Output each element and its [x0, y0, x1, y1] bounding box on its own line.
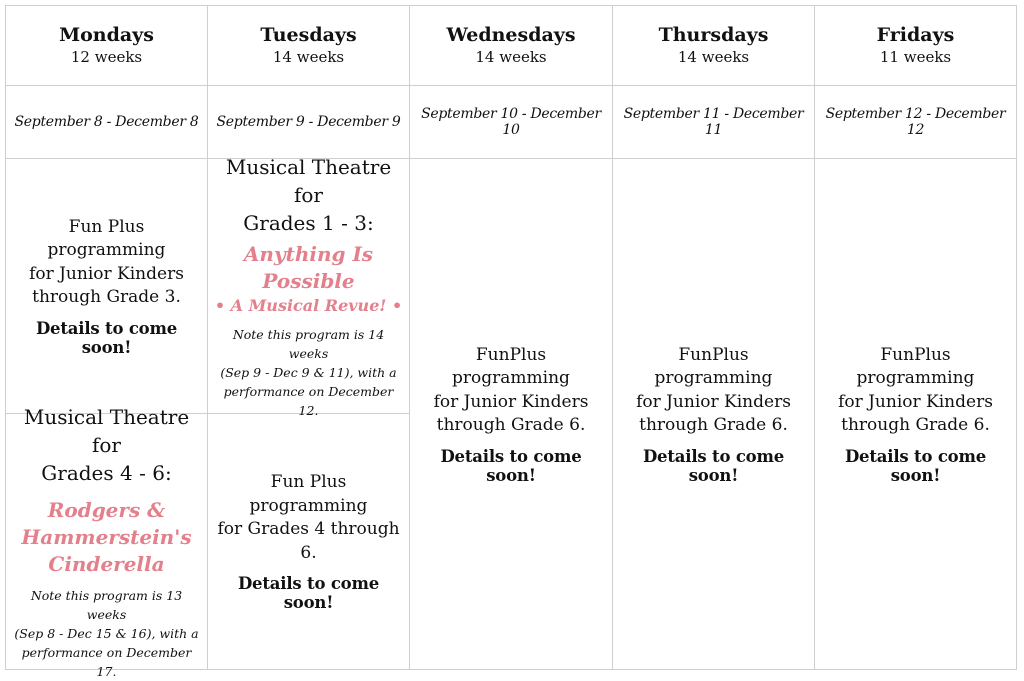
program-line: FunPlus programming — [452, 344, 570, 388]
date-range: September 9 - December 9 — [216, 114, 401, 130]
header-wednesdays — [410, 5, 613, 86]
program-title: Grades 4 - 6: — [41, 460, 172, 485]
weeks-count: 12 weeks — [70, 48, 143, 66]
weeks-count: 11 weeks — [879, 48, 952, 66]
weeks-count: 14 weeks — [677, 48, 750, 66]
dates-wednesdays — [410, 86, 613, 159]
show-title: Hammerstein's — [21, 524, 192, 549]
details-note: Details to come soon! — [35, 318, 178, 357]
program-line: for Grades 4 through 6. — [217, 519, 400, 563]
day-name: Tuesdays — [260, 24, 357, 46]
show-title: Anything Is Possible — [243, 241, 374, 293]
header-mondays — [5, 5, 208, 86]
program-line: Fun Plus programming — [249, 472, 368, 516]
schedule-table — [5, 5, 1017, 679]
day-name: Wednesdays — [446, 24, 576, 46]
dates-fridays — [815, 86, 1017, 159]
program-title: Musical Theatre for — [225, 154, 392, 207]
tuesday-program-bottom — [208, 414, 410, 670]
program-line: through Grade 3. — [32, 287, 181, 307]
thursday-program — [613, 159, 815, 670]
monday-program-bottom — [5, 404, 208, 679]
date-range: September 10 - December 10 — [421, 106, 601, 138]
note-line: performance on December 12. — [223, 383, 394, 418]
show-title: Cinderella — [48, 551, 165, 576]
program-line: for Junior Kinders — [433, 391, 589, 412]
friday-program — [815, 159, 1017, 670]
show-subtitle: • A Musical Revue! • — [214, 295, 403, 315]
wednesday-program — [410, 159, 613, 670]
note-line: (Sep 9 - Dec 9 & 11), with a — [220, 364, 397, 380]
header-thursdays — [613, 5, 815, 86]
day-name: Mondays — [59, 24, 154, 46]
program-title: Musical Theatre for — [23, 404, 190, 457]
program-line: FunPlus programming — [856, 344, 975, 388]
program-line: for Junior Kinders — [838, 391, 993, 412]
date-range: September 8 - December 8 — [14, 114, 199, 130]
program-line: through Grade 6. — [436, 415, 586, 435]
day-name: Thursdays — [658, 24, 769, 46]
dates-tuesdays — [208, 86, 410, 159]
note-line: Note this program is 13 weeks — [30, 587, 183, 622]
note-line: performance on December 17. — [21, 644, 192, 679]
details-note: Details to come soon! — [440, 446, 582, 485]
dates-thursdays — [613, 86, 815, 159]
header-tuesdays — [208, 5, 410, 86]
details-note: Details to come soon! — [844, 446, 987, 485]
note-line: (Sep 8 - Dec 15 & 16), with a — [14, 625, 199, 641]
details-note: Details to come soon! — [237, 574, 380, 612]
note-line: Note this program is 14 weeks — [232, 326, 385, 361]
details-note: Details to come soon! — [642, 446, 785, 485]
program-line: through Grade 6. — [639, 415, 788, 435]
date-range: September 11 - December 11 — [623, 106, 804, 138]
program-line: through Grade 6. — [841, 415, 990, 435]
date-range: September 12 - December 12 — [825, 106, 1006, 138]
weeks-count: 14 weeks — [272, 48, 345, 66]
program-line: Fun Plus programming — [47, 216, 166, 260]
show-title: Rodgers & — [47, 497, 166, 522]
dates-mondays — [5, 86, 208, 159]
program-line: for Junior Kinders — [636, 391, 791, 412]
program-note — [12, 586, 201, 681]
program-line: FunPlus programming — [654, 344, 773, 388]
header-fridays — [815, 5, 1017, 86]
monday-program-top — [5, 159, 208, 414]
program-line: for Junior Kinders — [29, 263, 184, 284]
tuesday-program-top — [208, 154, 410, 418]
program-title: Grades 1 - 3: — [243, 210, 374, 235]
program-note — [214, 325, 403, 420]
day-name: Fridays — [876, 24, 955, 46]
weeks-count: 14 weeks — [475, 48, 547, 66]
